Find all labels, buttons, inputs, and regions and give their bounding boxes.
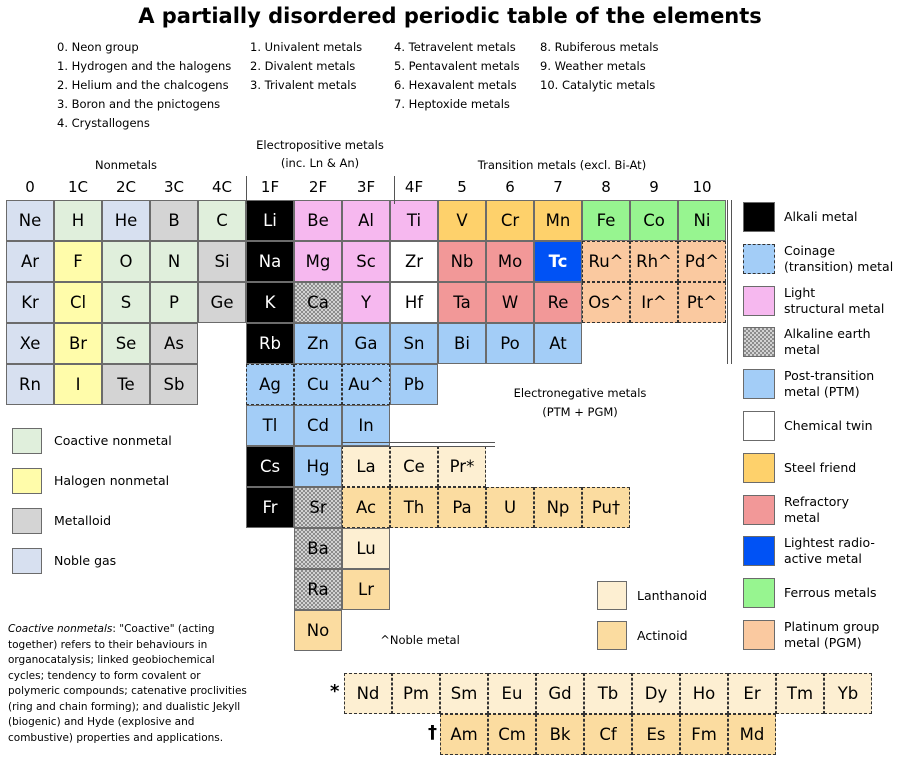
- legend-swatch: [597, 621, 627, 650]
- legend-swatch: [12, 508, 42, 534]
- legend-swatch: [12, 468, 42, 494]
- element-cell-ac: Ac: [342, 487, 390, 528]
- element-cell-ni: Ni: [678, 200, 726, 241]
- element-cell-pd: Pd^: [678, 241, 726, 282]
- column-header: 4F: [404, 178, 424, 196]
- column-header: 4C: [211, 178, 233, 196]
- group-key-item: 9. Weather metals: [540, 59, 646, 73]
- element-cell-md: Md: [728, 714, 776, 755]
- element-cell-pa: Pa: [438, 487, 486, 528]
- element-cell-sr: Sr: [294, 487, 342, 528]
- footnote-line: : "Coactive" (acting: [112, 623, 215, 635]
- element-cell-pr: Pr*: [438, 446, 486, 487]
- legend-swatch: [743, 202, 775, 232]
- element-cell-co: Co: [630, 200, 678, 241]
- divider-line: [342, 442, 495, 443]
- element-cell-es: Es: [632, 714, 680, 755]
- element-cell-w: W: [486, 282, 534, 323]
- element-cell-ti: Ti: [390, 200, 438, 241]
- footnote-line: together) refers to their behaviours in: [8, 638, 208, 651]
- group-key-item: 2. Divalent metals: [250, 59, 356, 73]
- element-cell-ho: Ho: [680, 673, 728, 714]
- legend-label: Metalloid: [54, 513, 112, 528]
- group-key-item: 1. Hydrogen and the halogens: [57, 59, 232, 73]
- element-cell-rn: Rn: [6, 364, 54, 405]
- element-cell-xe: Xe: [6, 323, 54, 364]
- legend-swatch: [743, 453, 775, 483]
- legend-swatch: [743, 495, 775, 525]
- element-cell-fr: Fr: [246, 487, 294, 528]
- legend-label: Actinoid: [637, 628, 688, 643]
- element-cell-nd: Nd: [344, 673, 392, 714]
- element-cell-po: Po: [486, 323, 534, 364]
- legend-label: Ferrous metals: [784, 585, 877, 601]
- element-cell-pt: Pt^: [678, 282, 726, 323]
- group-key-item: 5. Pentavalent metals: [394, 59, 520, 73]
- legend-swatch: [743, 244, 775, 274]
- legend-label: Light structural metal: [784, 284, 885, 316]
- element-cell-rb: Rb: [246, 323, 294, 364]
- electropositive-subheader: (inc. Ln & An): [280, 156, 360, 170]
- legend-label: Lanthanoid: [637, 588, 708, 603]
- element-cell-tl: Tl: [246, 405, 294, 446]
- group-key-item: 1. Univalent metals: [250, 40, 363, 54]
- element-cell-sc: Sc: [342, 241, 390, 282]
- element-cell-y: Y: [342, 282, 390, 323]
- element-cell-i: I: [54, 364, 102, 405]
- legend-label: Post-transition metal (PTM): [784, 368, 875, 400]
- element-cell-si: Si: [198, 241, 246, 282]
- column-header: 3F: [356, 178, 376, 196]
- element-cell-ge: Ge: [198, 282, 246, 323]
- divider-line: [342, 446, 495, 447]
- element-cell-k: K: [246, 282, 294, 323]
- element-cell-o: O: [102, 241, 150, 282]
- footnote-line: (biogenic) and Hyde (explosive and: [8, 716, 195, 728]
- element-cell-zn: Zn: [294, 323, 342, 364]
- element-cell-br: Br: [54, 323, 102, 364]
- group-key-item: 8. Rubiferous metals: [540, 40, 659, 54]
- f-row-marker: †: [428, 722, 437, 743]
- divider-line: [394, 176, 395, 204]
- column-header: 5: [457, 178, 467, 196]
- nonmetals-header: Nonmetals: [95, 158, 157, 172]
- element-cell-s: S: [102, 282, 150, 323]
- column-header: 10: [692, 178, 712, 196]
- group-key-col-3: [394, 38, 520, 114]
- element-cell-f: F: [54, 241, 102, 282]
- element-cell-ce: Ce: [390, 446, 438, 487]
- element-cell-zr: Zr: [390, 241, 438, 282]
- legend-swatch: [12, 428, 42, 454]
- element-cell-ag: Ag: [246, 364, 294, 405]
- legend-label: Halogen nonmetal: [54, 473, 170, 488]
- element-cell-c: C: [198, 200, 246, 241]
- footnote-term: Coactive nonmetals: [8, 623, 113, 635]
- element-cell-b: B: [150, 200, 198, 241]
- element-cell-dy: Dy: [632, 673, 680, 714]
- element-cell-la: La: [342, 446, 390, 487]
- figure-title: A partially disordered periodic table of the elements: [138, 4, 762, 28]
- element-cell-sm: Sm: [440, 673, 488, 714]
- element-cell-mo: Mo: [486, 241, 534, 282]
- element-cell-as: As: [150, 323, 198, 364]
- element-cell-kr: Kr: [6, 282, 54, 323]
- legend-swatch: [743, 327, 775, 357]
- element-cell-nb: Nb: [438, 241, 486, 282]
- footnote: [8, 622, 258, 746]
- element-cell-ba: Ba: [294, 528, 342, 569]
- element-cell-fe: Fe: [582, 200, 630, 241]
- footnote-line: combustive) properties and applications.: [8, 731, 224, 744]
- element-cell-ar: Ar: [6, 241, 54, 282]
- element-cell-rh: Rh^: [630, 241, 678, 282]
- element-cell-th: Th: [390, 487, 438, 528]
- element-cell-cm: Cm: [488, 714, 536, 755]
- element-cell-fm: Fm: [680, 714, 728, 755]
- element-cell-ca: Ca: [294, 282, 342, 323]
- element-cell-cr: Cr: [486, 200, 534, 241]
- column-header: 1F: [260, 178, 280, 196]
- element-cell-cs: Cs: [246, 446, 294, 487]
- element-cell-pb: Pb: [390, 364, 438, 405]
- element-cell-sn: Sn: [390, 323, 438, 364]
- legend-label: Noble gas: [54, 553, 117, 568]
- group-key-col-1: [57, 38, 231, 133]
- element-cell-tm: Tm: [776, 673, 824, 714]
- element-cell-v: V: [438, 200, 486, 241]
- element-cell-li: Li: [246, 200, 294, 241]
- divider-line: [731, 200, 732, 364]
- legend-label: Platinum group metal (PGM): [784, 619, 880, 650]
- element-cell-in: In: [342, 405, 390, 446]
- column-header: 2F: [308, 178, 328, 196]
- group-key-item: 6. Hexavalent metals: [394, 78, 517, 92]
- column-header: 0: [25, 178, 35, 196]
- divider-line: [727, 200, 728, 364]
- element-cell-hf: Hf: [390, 282, 438, 323]
- element-cell-u: U: [486, 487, 534, 528]
- legend-swatch: [743, 620, 775, 650]
- element-cell-na: Na: [246, 241, 294, 282]
- group-key-item: 10. Catalytic metals: [540, 78, 656, 92]
- element-cell-no: No: [294, 610, 342, 651]
- element-cell-er: Er: [728, 673, 776, 714]
- element-cell-be: Be: [294, 200, 342, 241]
- element-cell-ir: Ir^: [630, 282, 678, 323]
- legend-swatch: [12, 548, 42, 574]
- legend-swatch: [743, 536, 775, 566]
- footnote-line: (ring and chain forming); and dualistic Jekyll: [8, 700, 241, 713]
- element-cell-se: Se: [102, 323, 150, 364]
- column-header: 9: [649, 178, 659, 196]
- element-cell-sb: Sb: [150, 364, 198, 405]
- element-cell-tc: Tc: [534, 241, 582, 282]
- legend-label: Alkali metal: [784, 209, 858, 224]
- element-cell-am: Am: [440, 714, 488, 755]
- noble-metal-note: ^Noble metal: [380, 633, 460, 647]
- element-cell-te: Te: [102, 364, 150, 405]
- footnote-line: cycles; tendency to form covalent or: [8, 669, 201, 682]
- element-cell-n: N: [150, 241, 198, 282]
- element-cell-cl: Cl: [54, 282, 102, 323]
- legend-label: Alkaline earth metal: [784, 326, 871, 358]
- electronegative-header: Electronegative metals: [513, 386, 647, 400]
- element-cell-p: P: [150, 282, 198, 323]
- group-key-col-2: [250, 38, 362, 95]
- transition-header: Transition metals (excl. Bi-At): [477, 158, 647, 172]
- legend-label: Coactive nonmetal: [54, 433, 172, 448]
- group-key-item: 0. Neon group: [57, 40, 139, 54]
- element-cell-os: Os^: [582, 282, 630, 323]
- element-cell-ru: Ru^: [582, 241, 630, 282]
- element-cell-cu: Cu: [294, 364, 342, 405]
- column-header: 7: [553, 178, 563, 196]
- column-header: 1C: [67, 178, 89, 196]
- element-cell-cd: Cd: [294, 405, 342, 446]
- element-cell-al: Al: [342, 200, 390, 241]
- legend-swatch: [743, 411, 775, 441]
- element-cell-re: Re: [534, 282, 582, 323]
- group-key-item: 3. Boron and the pnictogens: [57, 97, 221, 111]
- element-cell-mg: Mg: [294, 241, 342, 282]
- element-cell-hg: Hg: [294, 446, 342, 487]
- legend-swatch: [597, 581, 627, 610]
- element-cell-pm: Pm: [392, 673, 440, 714]
- element-cell-ne: Ne: [6, 200, 54, 241]
- column-header: 6: [505, 178, 515, 196]
- group-key-item: 7. Heptoxide metals: [394, 97, 510, 111]
- electropositive-header: Electropositive metals: [256, 138, 384, 152]
- legend-label: Chemical twin: [784, 418, 873, 433]
- element-cell-ga: Ga: [342, 323, 390, 364]
- element-cell-gd: Gd: [536, 673, 584, 714]
- column-header: 3C: [163, 178, 185, 196]
- legend-label: Refractory metal: [784, 493, 849, 525]
- group-key-item: 3. Trivalent metals: [250, 78, 357, 92]
- element-cell-np: Np: [534, 487, 582, 528]
- element-cell-ta: Ta: [438, 282, 486, 323]
- element-cell-pu: Pu†: [582, 487, 630, 528]
- element-cell-tb: Tb: [584, 673, 632, 714]
- divider-line: [246, 176, 247, 204]
- element-cell-at: At: [534, 323, 582, 364]
- legend-swatch: [743, 286, 775, 316]
- group-key-item: 4. Crystallogens: [57, 116, 150, 130]
- element-cell-lu: Lu: [342, 528, 390, 569]
- element-cell-eu: Eu: [488, 673, 536, 714]
- column-header: 2C: [115, 178, 137, 196]
- legend-swatch: [743, 578, 775, 608]
- legend-swatch: [743, 369, 775, 399]
- legend-label: Coinage (transition) metal: [784, 242, 894, 274]
- element-cell-bk: Bk: [536, 714, 584, 755]
- footnote-line: polymeric compounds; catenative proclivities: [8, 685, 247, 697]
- legend-label: Lightest radio- active metal: [784, 535, 875, 567]
- electronegative-subheader: (PTM + PGM): [542, 405, 618, 419]
- legend-label: Steel friend: [784, 459, 857, 475]
- element-cell-h: H: [54, 200, 102, 241]
- element-cell-yb: Yb: [824, 673, 872, 714]
- element-cell-lr: Lr: [342, 569, 390, 610]
- element-cell-bi: Bi: [438, 323, 486, 364]
- footnote-line: organocatalysis; linked geobiochemical: [8, 654, 215, 666]
- column-header: 8: [601, 178, 611, 196]
- element-cell-au: Au^: [342, 364, 390, 405]
- group-key-col-4: [540, 38, 658, 95]
- group-key-item: 4. Tetravelent metals: [394, 40, 516, 54]
- f-row-marker: *: [330, 681, 340, 702]
- element-cell-cf: Cf: [584, 714, 632, 755]
- group-key-item: 2. Helium and the chalcogens: [57, 78, 229, 92]
- element-cell-mn: Mn: [534, 200, 582, 241]
- element-cell-ra: Ra: [294, 569, 342, 610]
- element-cell-he: He: [102, 200, 150, 241]
